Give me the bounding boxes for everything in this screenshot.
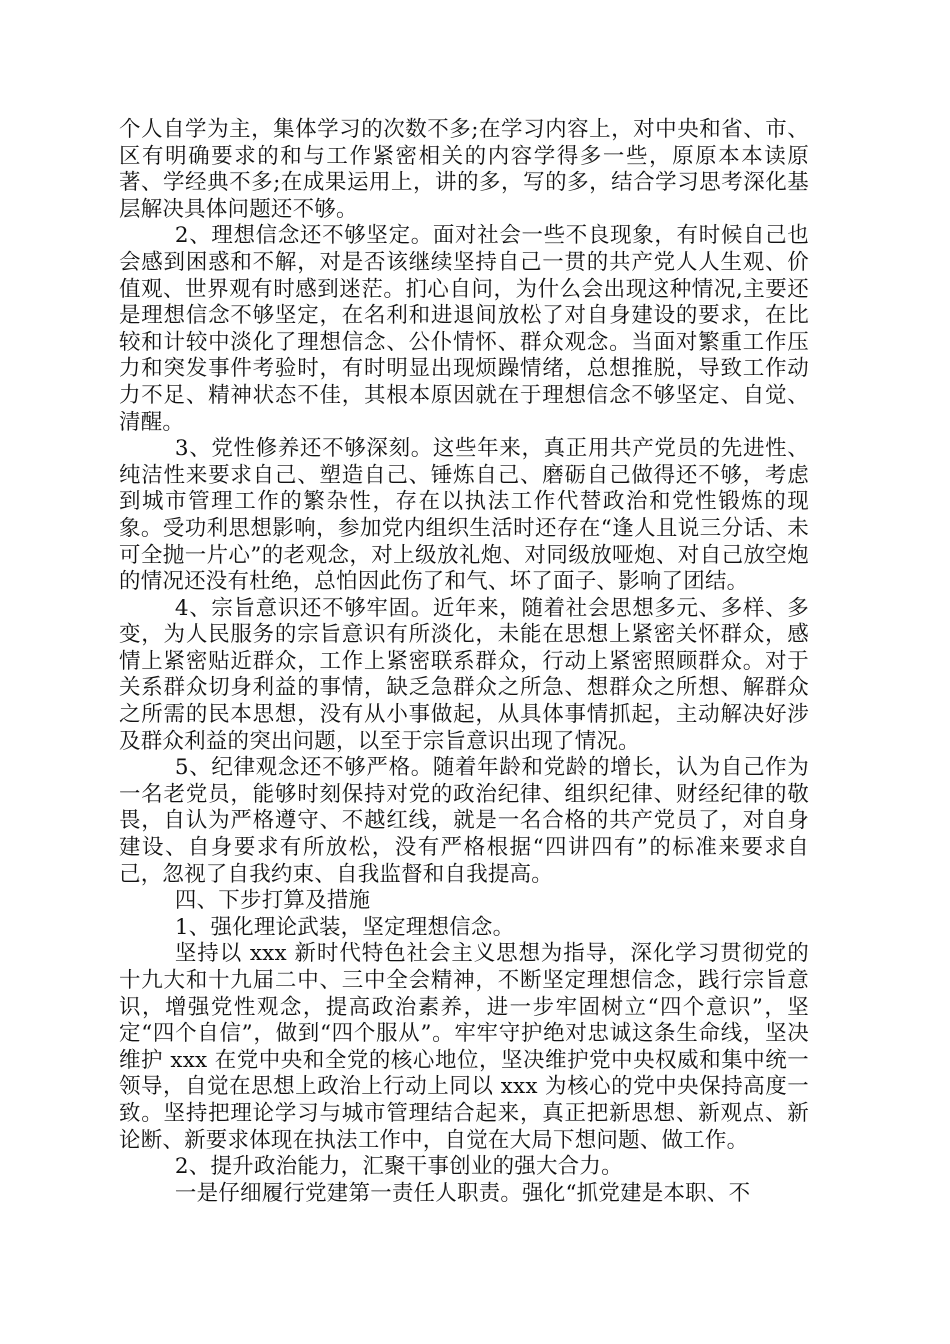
paragraph-item-2: 2、理想信念还不够坚定。面对社会一些不良现象，有时候自己也会感到困惑和不解，对是否该继续坚持自己一贯的共产党人人生观、价值观、世界观有时感到迷茫。扪心自问，为什么会出现这种情况,主要还是理想信念不够坚定，在名利和进退间放松了对自身建设的要求，在比较和计较中淡化了理想信念、公仆情怀、群众观念。当面对繁重工作压力和突发事件考验时，有时明显出现烦躁情绪，总想推脱，导致工作动力不足、精神状态不佳，其根本原因就在于理想信念不够坚定、自觉、清醒。 [119, 223, 809, 435]
measure-heading-1: 1、强化理论武装，坚定理想信念。 [174, 914, 515, 940]
section-heading-next-steps: 四、下步打算及措施 [174, 888, 371, 914]
paragraph-item-3: 3、党性修养还不够深刻。这些年来，真正用共产党员的先进性、纯洁性来要求自己、塑造自己、锤炼自己、磨砺自己做得还不够，考虑到城市管理工作的繁杂性，存在以执法工作代替政治和党性锻炼的现象。受功利思想影响，参加党内组织生活时还存在“逢人且说三分话、未可全抛一片心”的老观念，对上级放礼炮、对同级放哑炮、对自己放空炮的情况还没有杜绝，总怕因此伤了和气、坏了面子、影响了团结。 [119, 436, 809, 595]
paragraph-item-5: 5、纪律观念还不够严格。随着年龄和党龄的增长，认为自己作为一名老党员，能够时刻保持对党的政治纪律、组织纪律、财经纪律的敬畏，自认为严格遵守、不越红线，就是一名合格的共产党员了，对自身建设、自身要求有所放松，没有严格根据“四讲四有”的标准来要求自己，忽视了自我约束、自我监督和自我提高。 [119, 755, 809, 887]
paragraph-continuation: 个人自学为主，集体学习的次数不多;在学习内容上，对中央和省、市、区有明确要求的和与工作紧密相关的内容学得多一些，原原本本读原著、学经典不多;在成果运用上，讲的多，写的多，结合学习思考深化基层解决具体问题还不够。 [119, 117, 809, 222]
measure-heading-2: 2、提升政治能力，汇聚干事创业的强大合力。 [174, 1154, 623, 1180]
paragraph-item-4: 4、宗旨意识还不够牢固。近年来，随着社会思想多元、多样、多变，为人民服务的宗旨意识有所淡化，未能在思想上紧密关怀群众，感情上紧密贴近群众，工作上紧密联系群众，行动上紧密照顾群众。对于关系群众切身利益的事情，缺乏急群众之所急、想群众之所想、解群众之所需的民本思想，没有从小事做起，从具体事情抓起，主动解决好涉及群众利益的突出问题，以至于宗旨意识出现了情况。 [119, 595, 809, 754]
paragraph-measure-2-body: 一是仔细履行党建第一责任人职责。强化“抓党建是本职、不 [174, 1180, 751, 1206]
paragraph-measure-1-body: 坚持以 xxx 新时代特色社会主义思想为指导，深化学习贯彻党的十九大和十九届二中、三中全会精神，不断坚定理想信念，践行宗旨意识，增强党性观念，提高政治素养，进一步牢固树立“四个意识”，坚定“四个自信”，做到“四个服从”。牢牢守护绝对忠诚这条生命线，坚决维护 xxx 在党中央和全党的核心地位，坚决维护党中央权威和集中统一领导，自觉在思想上政治上行动上同以 xxx 为核心的党中央保持高度一致。坚持把理论学习与城市管理结合起来，真正把新思想、新观点、新论断、新要求体现在执法工作中，自觉在大局下想问题、做工作。 [119, 941, 809, 1153]
document-body [119, 117, 809, 1207]
